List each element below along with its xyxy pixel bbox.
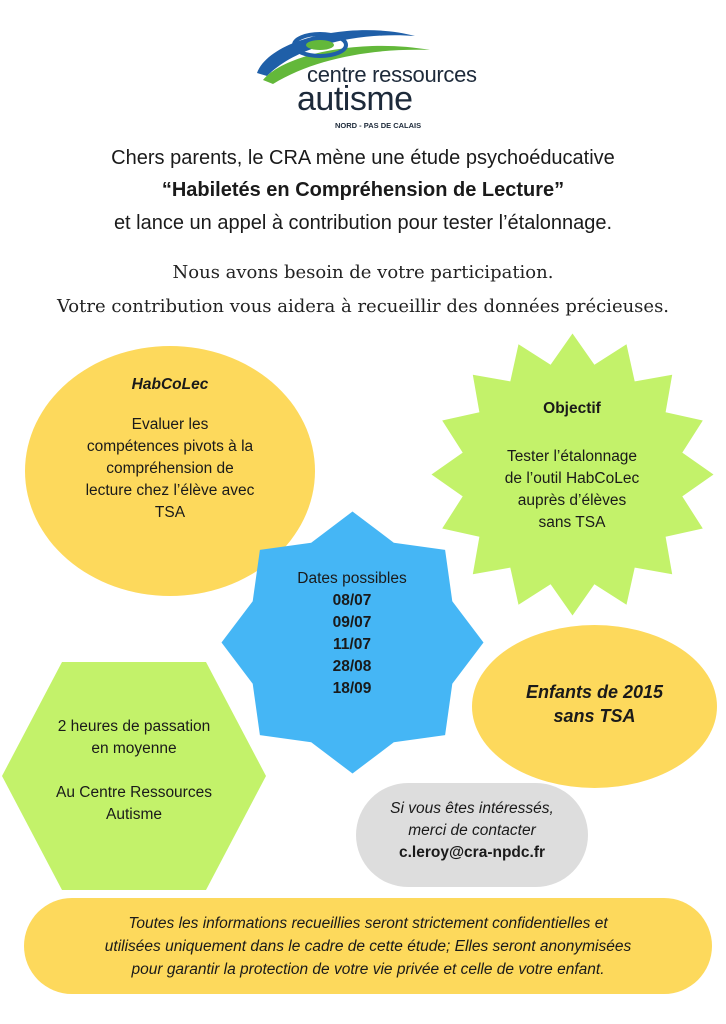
enfants-oval (472, 625, 717, 788)
objectif-text-1: Tester l’étalonnage (506, 448, 638, 465)
date-item: 18/09 (332, 680, 372, 697)
duration-content (0, 716, 268, 826)
study-title: “Habiletés en Compréhension de Lecture” (161, 179, 565, 201)
cra-logo (245, 18, 485, 136)
date-item: 09/07 (332, 614, 372, 631)
dates-content (252, 568, 452, 700)
objectif-text-3: auprès d’élèves (517, 492, 627, 509)
habcolec-text-1: Evaluer les (131, 416, 209, 433)
confidential-text-3: pour garantir la protection de votre vie privée et celle de votre enfant. (131, 961, 605, 978)
place-text-1: Au Centre Ressources (56, 784, 212, 801)
objectif-title: Objectif (543, 400, 601, 417)
date-item: 08/07 (332, 592, 372, 609)
contact-text-1: Si vous êtes intéressés, (390, 800, 554, 817)
duration-text-1: 2 heures de passation (57, 718, 211, 735)
handwritten-line-1: Nous avons besoin de votre participation. (172, 262, 554, 283)
duration-text-2: en moyenne (91, 740, 177, 757)
logo-text-line2: autisme (297, 80, 413, 118)
handwritten-line-2: Votre contribution vous aidera à recueillir des données précieuses. (56, 296, 670, 317)
date-item: 11/07 (333, 636, 371, 653)
enfants-text-1: Enfants de 2015 (525, 682, 664, 702)
habcolec-text-4: lecture chez l’élève avec (85, 482, 255, 499)
contact-text-2: merci de contacter (408, 822, 536, 839)
confidential-text-2: utilisées uniquement dans le cadre de cette étude; Elles seront anonymisées (104, 938, 632, 955)
enfants-text-2: sans TSA (553, 706, 636, 726)
logo-text-line1: centre ressources (307, 62, 477, 87)
confidential-text-1: Toutes les informations recueillies seront strictement confidentielles et (128, 915, 608, 932)
habcolec-title: HabCoLec (131, 376, 209, 393)
habcolec-text-5: TSA (154, 504, 186, 521)
dates-title: Dates possibles (297, 570, 407, 587)
objectif-text-2: de l’outil HabCoLec (504, 470, 640, 487)
habcolec-text-2: compétences pivots à la (86, 438, 254, 455)
place-text-2: Autisme (106, 806, 162, 823)
objectif-text-4: sans TSA (538, 514, 606, 531)
objectif-content (452, 398, 692, 534)
confidentiality-pill (24, 898, 712, 994)
contact-pill (356, 783, 588, 887)
logo-text-region: NORD - PAS DE CALAIS (335, 121, 422, 130)
date-item: 28/08 (332, 658, 372, 675)
habcolec-text-3: compréhension de (106, 460, 234, 477)
contact-email-link[interactable]: c.leroy@cra-npdc.fr (398, 844, 546, 861)
intro-line-3: et lance un appel à contribution pour tester l’étalonnage. (113, 212, 613, 234)
intro-line-1: Chers parents, le CRA mène une étude psychoéducative (111, 147, 615, 169)
